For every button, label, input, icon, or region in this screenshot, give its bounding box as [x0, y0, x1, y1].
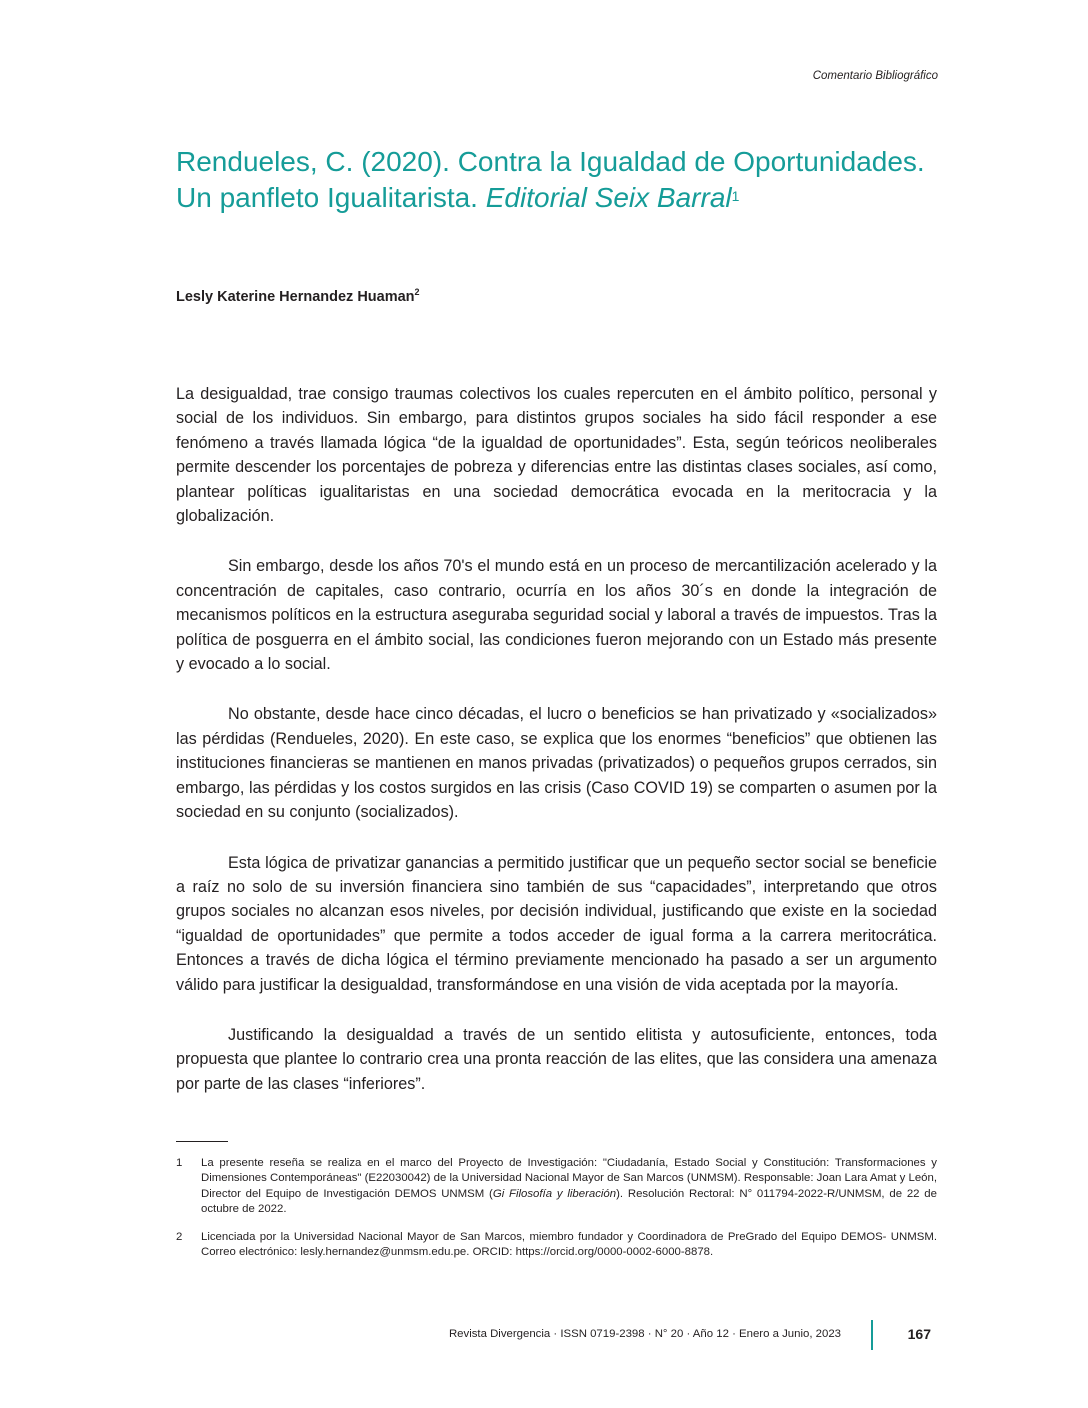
page-number: 167 [907, 1326, 931, 1342]
paragraph-5: Justificando la desigualdad a través de un sentido elitista y autosuficiente, entonces, toda propuesta que plantee lo contrario crea una pronta reacción de las elites, que las considera una amenaza por parte de las clases “inferiores”. [176, 1025, 937, 1093]
footnote-text: Licenciada por la Universidad Nacional Mayor de San Marcos, miembro fundador y Coordinadora de PreGrado del Equipo DEMOS- UNMSM. Correo electrónico: lesly.hernandez@unmsm.edu.pe. ORCID: https://orcid.org/0000-0002-6000-8878. [201, 1230, 937, 1259]
journal-info: Revista Divergencia · ISSN 0719-2398 · N° 20 · Año 12 · Enero a Junio, 2023 [448, 1328, 841, 1340]
footnote-text-part: ). Resolución Rectoral: N° 011794-2022-R/UNMSM, de 22 de octubre de 2022. [201, 1187, 937, 1216]
footnote-1 [176, 1156, 937, 1218]
section-label: Comentario Bibliográfico [812, 70, 938, 82]
title-publisher: Editorial Seix Barral [485, 182, 732, 213]
author-label: Lesly Katerine Hernandez Huaman [176, 288, 415, 305]
page-footer [176, 1320, 937, 1350]
footnote-number: 1 [176, 1157, 183, 1169]
author-footnote-ref[interactable]: 2 [414, 287, 420, 297]
paragraph-1: La desigualdad, trae consigo traumas colectivos los cuales repercuten en el ámbito político, personal y social de los individuos. Sin embargo, para distintos grupos sociales ha sido fácil responder a ese fenómeno a través llamada lógica “de la igualdad de oportunidades”. Esta, según teóricos neoliberales permite descender los porcentajes de pobreza y diferencias entre las distintas clases sociales, así como, plantear políticas igualitaristas en una sociedad democrática evocada en la meritocracia y la globalización. [176, 385, 937, 526]
footnote-divider [176, 1141, 228, 1142]
article-body [176, 382, 937, 1122]
title-main: Rendueles, C. (2020). Contra la Igualdad de Oportunidades. Un panfleto Igualitarista. [176, 146, 925, 213]
footnote-2 [176, 1230, 937, 1261]
footnote-text [201, 1156, 937, 1218]
footnotes [176, 1156, 937, 1272]
footer-divider [871, 1320, 873, 1350]
footnote-number: 2 [176, 1230, 183, 1243]
paragraph-4: Esta lógica de privatizar ganancias a permitido justificar que un pequeño sector social se beneficie a raíz no solo de su inversión financiera sino también de sus “capacidades”, interpretando que otros grupos sociales no alcanzan esos niveles, por decisión individual, justificando que existe en la sociedad “igualdad de oportunidades” que permite a todos acceder de igual forma a la carrera meritocrática. Entonces a través de dicha lógica el término previamente mencionado ha pasado a ser un argumento válido para justificar la desigualdad, transformándose en una visión de vida aceptada por la mayoría. [176, 853, 937, 994]
author-name [176, 287, 420, 305]
footnote-italic-part: Gi Filosofía y liberación [492, 1187, 617, 1200]
article-title [176, 144, 956, 216]
paragraph-3: No obstante, desde hace cinco décadas, el lucro o beneficios se han privatizado y «socializados» las pérdidas (Rendueles, 2020). En este caso, se explica que los enormes “beneficios” que obtienen las instituciones financieras se mantienen en manos privadas (privatizados) o pequeños grupos cerrados, sin embargo, las pérdidas y los costos surgidos en las crisis (Caso COVID 19) se comparten o asumen por la sociedad en su conjunto (socializados). [176, 705, 937, 822]
paragraph-2: Sin embargo, desde los años 70's el mundo está en un proceso de mercantilización acelerado y la concentración de capitales, caso contrario, ocurría en los años 30´s en donde la integración de mecanismos políticos en la estructura aseguraba seguridad social y laboral a través de impuestos. Tras la política de posguerra en el ámbito social, las condiciones fueron mejorando con un Estado más presente y evocado a lo social. [176, 557, 937, 674]
title-footnote-ref[interactable]: 1 [731, 188, 740, 204]
footnote-text-part: La presente reseña se realiza en el marco del Proyecto de Investigación: "Ciudadanía, Estado Social y Constitución: Transformaciones y Dimensiones Contemporáneas" (E22030042) de la Universidad Nacional Mayor de San Marcos (UNMSM). Responsable: Joan Lara Amat y León, Director del Equipo de Investigación DEMOS UNMSM ( [201, 1157, 937, 1200]
